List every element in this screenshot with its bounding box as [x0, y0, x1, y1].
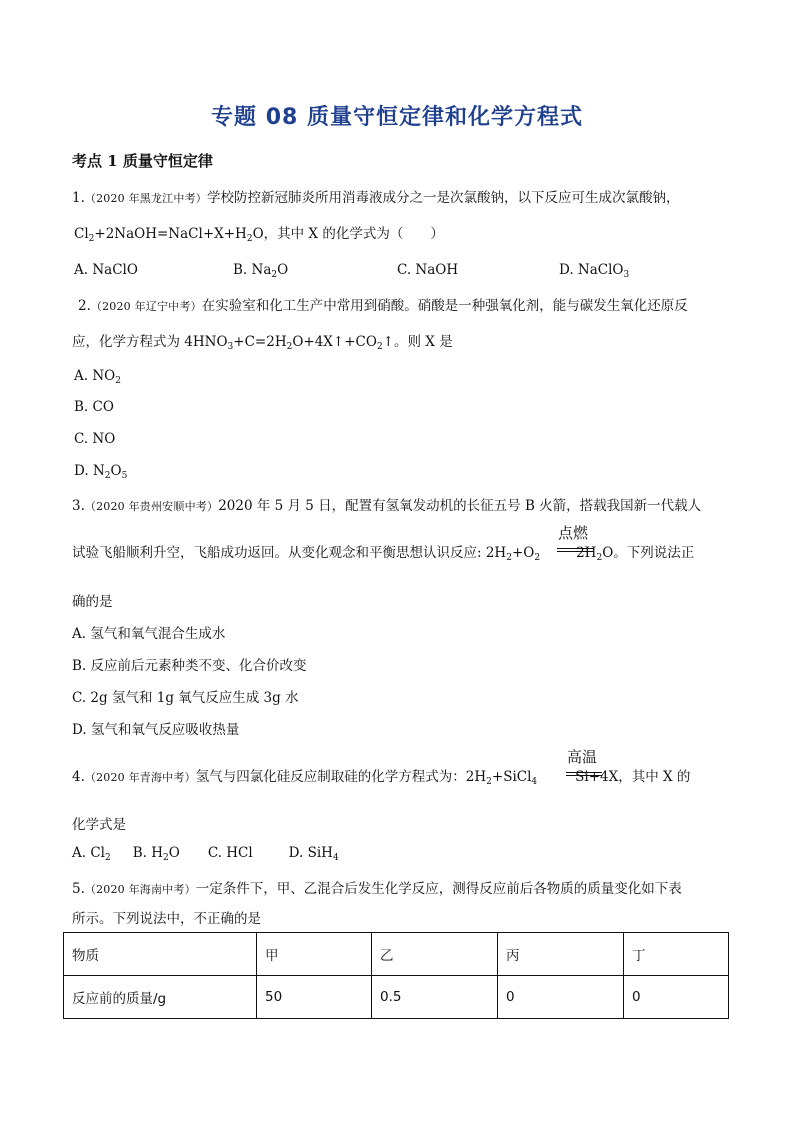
q2-line1 [78, 294, 688, 314]
table-header-row [64, 933, 729, 976]
table-cell: 50 [257, 976, 372, 1019]
q4-source: （2020 年青海中考） [84, 771, 196, 784]
q1-option-b: B. $Na_2O$ [233, 262, 289, 280]
q4-option-b: B. $H_2O$ [132, 845, 180, 863]
q3-option-c: C. 2g 氢气和 1g 氧气反应生成 3g 水 [72, 690, 299, 706]
table-row [64, 976, 729, 1019]
q4-line1: 4.（2020 年青海中考）氢气与四氯化硅反应制取硅的化学方程式为：$2H_2+SiCl_4$ Si+4X，其中 X 的 [72, 769, 691, 787]
q2-line2: 应，化学方程式为 $4HNO_3+C=2H_2O+4X↑+CO_2↑$。则 X 是 [72, 334, 453, 352]
q4-text: 氢气与四氯化硅反应制取硅的化学方程式为： [195, 769, 466, 785]
section-heading: 考点 1 质量守恒定律 [72, 152, 213, 170]
table-cell: 丁 [624, 933, 729, 976]
table-cell: 0 [498, 976, 624, 1019]
q1-option-a: A. NaClO [74, 262, 138, 278]
q4-option-a: A. $Cl_2$ [72, 845, 111, 863]
page-title: 专题 08 质量守恒定律和化学方程式 [211, 105, 583, 130]
q3-equals-bottom [557, 551, 593, 552]
q3-source: （2020 年贵州安顺中考） [84, 500, 219, 513]
table-cell: 0 [624, 976, 729, 1019]
q4-line2: 化学式是 [72, 817, 126, 833]
q2-option-b: B. CO [74, 399, 114, 415]
table-cell: 甲 [257, 933, 372, 976]
q4-reaction-condition: 高温 [567, 748, 598, 766]
q4-option-d: D. SiH$_4$ [288, 845, 339, 863]
q4-options [72, 845, 339, 861]
q2-text: 在实验室和化工生产中常用到硝酸。硝酸是一种强氧化剂，能与碳发生氧化还原反 [201, 298, 688, 314]
q3-line1 [72, 494, 701, 514]
q2-option-a: A. $NO_2$ [74, 368, 121, 386]
q3-equals-top [557, 548, 593, 549]
table-cell: 0.5 [372, 976, 498, 1019]
q5-text: 一定条件下，甲、乙混合后发生化学反应，测得反应前后各物质的质量变化如下表 [195, 881, 682, 897]
q5-line2: 所示。下列说法中，不正确的是 [72, 911, 261, 927]
q3-text: 2020 年 5 月 5 日，配置有氢氧发动机的长征五号 B 火箭，搭载我国新一代载人 [218, 498, 702, 514]
q4-equals-bottom [566, 775, 602, 776]
q3-line3: 确的是 [72, 594, 113, 610]
q4-number: 4. [72, 769, 85, 785]
mass-table [63, 932, 729, 1019]
q4-equals-top [566, 772, 602, 773]
q1-equation-line: $Cl_2+2NaOH=NaCl+X+H_2O$，其中 X 的化学式为（ ） [74, 226, 444, 244]
table-cell: 丙 [498, 933, 624, 976]
q1-source: （2020 年黑龙江中考） [84, 192, 207, 205]
q1-option-d: D. NaClO$_3$ [559, 262, 630, 280]
q1-text: 学校防控新冠肺炎所用消毒液成分之一是次氯酸钠，以下反应可生成次氯酸钠， [206, 190, 680, 206]
q1-option-c: C. NaOH [397, 262, 459, 278]
q1-question: ，其中 X 的化学式为（ ） [263, 226, 444, 242]
table-cell: 乙 [372, 933, 498, 976]
q3-line2: 试验飞船顺利升空，飞船成功返回。从变化观念和平衡思想认识反应: $2H_2+O_2$ $2H_2O$。下列说法正 [72, 545, 695, 563]
q5-source: （2020 年海南中考） [84, 883, 196, 896]
q2-source: （2020 年辽宁中考） [90, 300, 202, 313]
q3-reaction-condition: 点燃 [558, 524, 589, 542]
q2-number: 2. [78, 298, 91, 314]
q5-line1 [72, 877, 682, 897]
q4-option-c: C. HCl [207, 845, 253, 861]
table-cell: 物质 [64, 933, 257, 976]
q3-option-d: D. 氢气和氧气反应吸收热量 [72, 722, 240, 738]
q3-option-a: A. 氢气和氧气混合生成水 [72, 626, 226, 642]
q1-line1 [72, 186, 679, 206]
q5-number: 5. [72, 881, 85, 897]
q3-number: 3. [72, 498, 85, 514]
q2-option-d: D. $N_2O_5$ [74, 463, 128, 481]
q3-option-b: B. 反应前后元素种类不变、化合价改变 [72, 658, 307, 674]
q1-number: 1. [72, 190, 85, 206]
q2-option-c: C. NO [74, 431, 116, 447]
table-cell: 反应前的质量/g [64, 976, 257, 1019]
